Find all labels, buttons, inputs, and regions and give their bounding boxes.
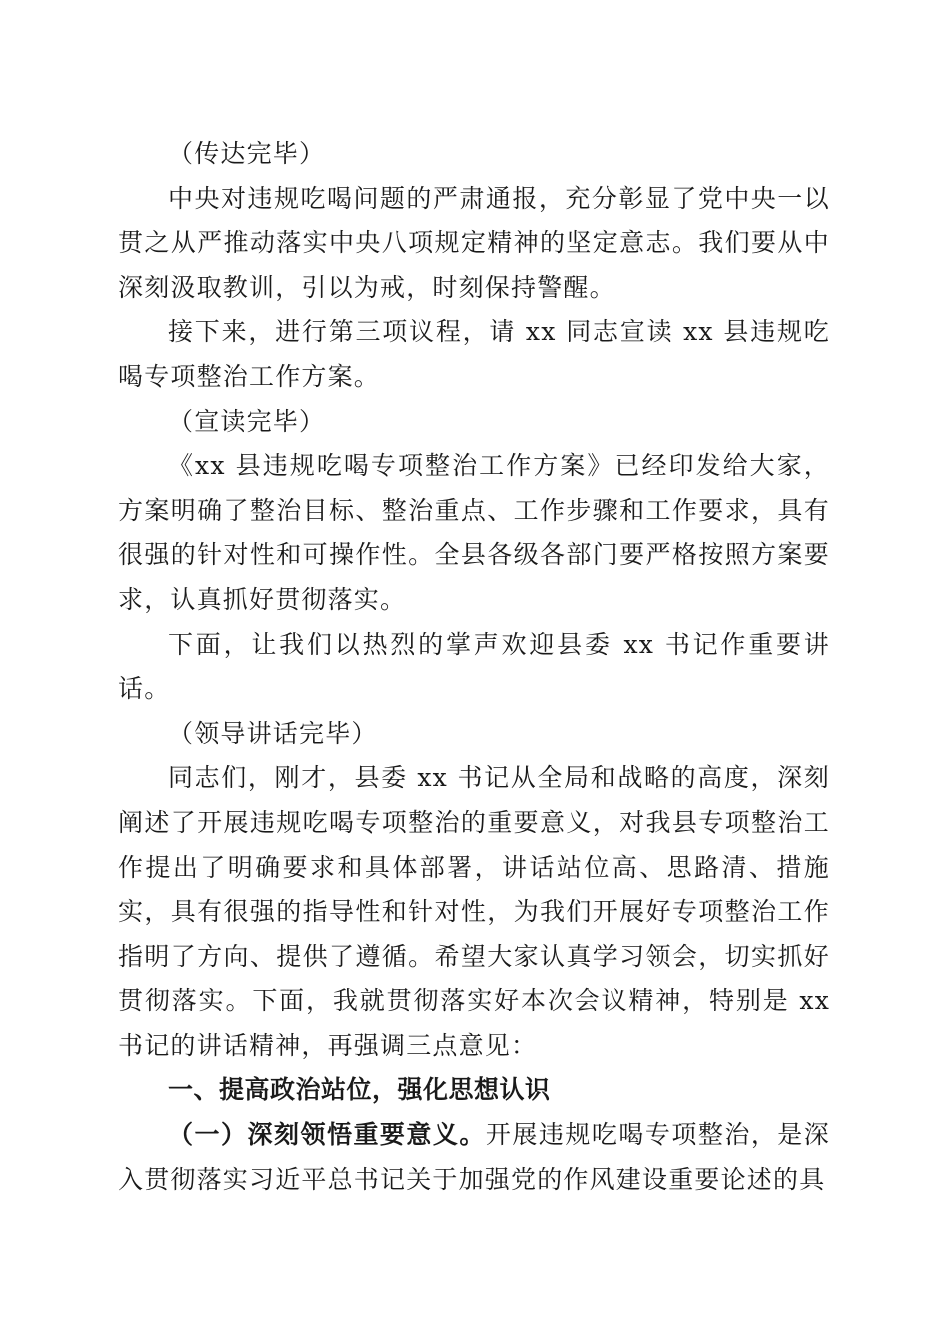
- paragraph-stage-note-speech: （领导讲话完毕）: [168, 718, 378, 748]
- paragraph-work-plan-comment: 《xx 县违规吃喝专项整治工作方案》已经印发给大家，方案明确了整治目标、整治重点、工作步骤和工作要求，具有很强的针对性和可操作性。全县各级各部门要严格按照方案要求，认真抓好贯彻落实。: [118, 451, 830, 614]
- subsection-text: 开展违规吃喝专项整治，是深入贯彻落实习近平总书记关于加强党的作风建设重要论述的具: [118, 1120, 830, 1194]
- paragraph-stage-note-reading: （宣读完毕）: [168, 406, 326, 436]
- paragraph-speech-summary: 同志们，刚才，县委 xx 书记从全局和战略的高度，深刻阐述了开展违规吃喝专项整治的重要意义，对我县专项整治工作提出了明确要求和具体部署，讲话站位高、思路清、措施实，具有很强的指导性和针对性，为我们开展好专项整治工作指明了方向、提供了遵循。希望大家认真学习领会，切实抓好贯彻落实。下面，我就贯彻落实好本次会议精神，特别是 xx 书记的讲话精神，再强调三点意见：: [118, 763, 830, 1060]
- paragraph-welcome-speech: 下面，让我们以热烈的掌声欢迎县委 xx 书记作重要讲话。: [118, 629, 830, 704]
- paragraph-agenda-item-three: 接下来，进行第三项议程，请 xx 同志宣读 xx 县违规吃喝专项整治工作方案。: [118, 317, 830, 391]
- paragraph-stage-note-relay: （传达完毕）: [168, 139, 326, 168]
- document-body: [118, 132, 830, 1202]
- section-heading: 一、提高政治站位，强化思想认识: [168, 1075, 551, 1105]
- subsection-lead: （一）深刻领悟重要意义。: [168, 1120, 486, 1150]
- subsection-paragraph: [118, 1113, 830, 1202]
- paragraph-central-notice-comment: 中央对违规吃喝问题的严肃通报，充分彰显了党中央一以贯之从严推动落实中央八项规定精神的坚定意志。我们要从中深刻汲取教训，引以为戒，时刻保持警醒。: [118, 183, 830, 302]
